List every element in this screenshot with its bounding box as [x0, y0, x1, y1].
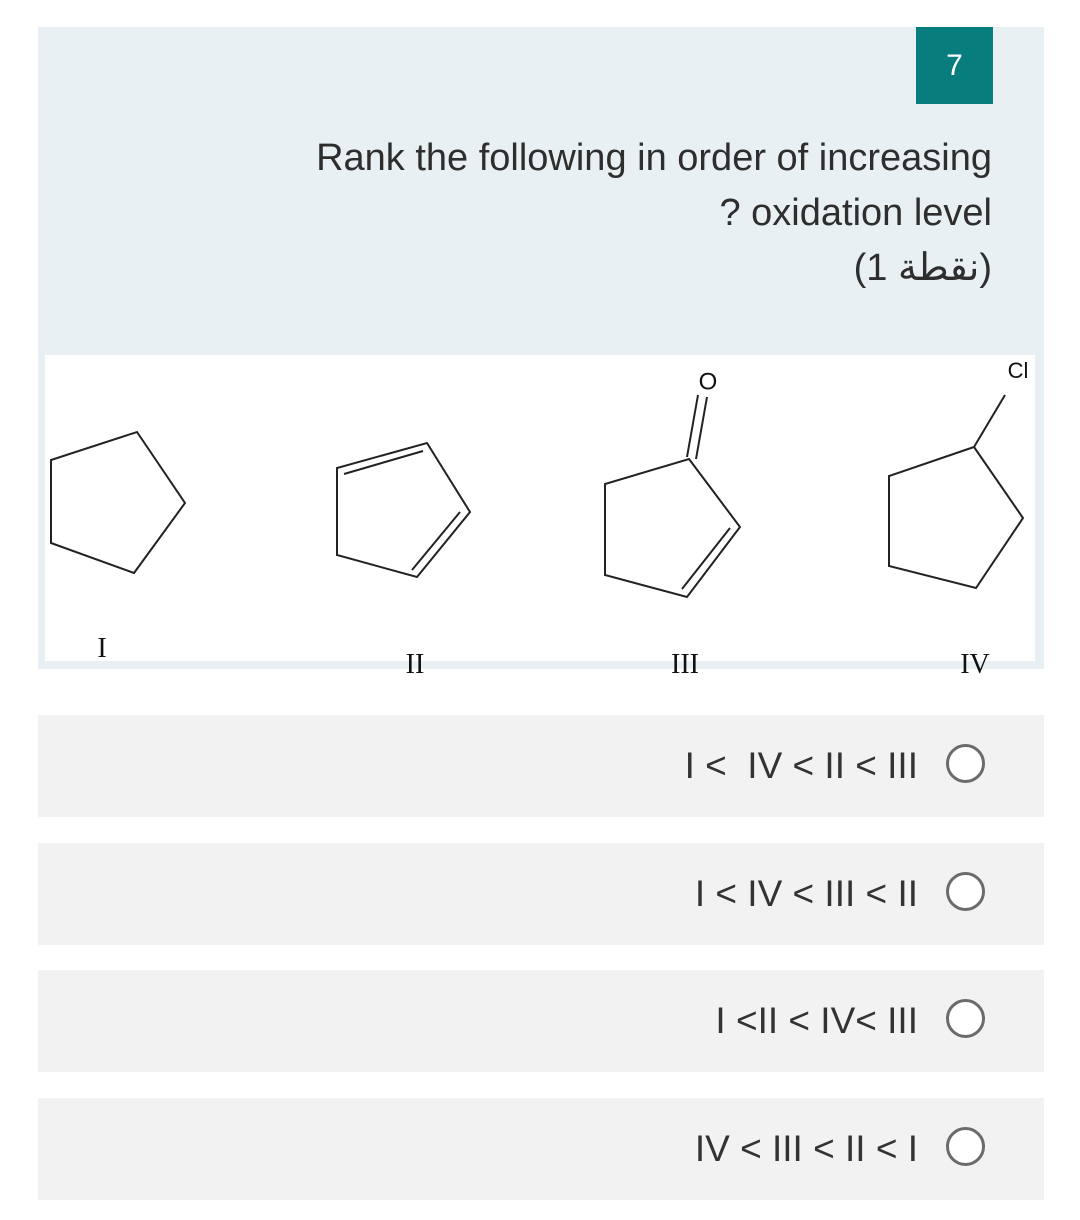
answer-option-3[interactable]	[38, 970, 1044, 1072]
question-image	[45, 355, 1035, 680]
option-label: I <II < IV< III	[715, 1000, 918, 1041]
chlorine-atom: Cl	[1007, 357, 1029, 383]
answer-option-1[interactable]	[38, 715, 1044, 817]
oxygen-atom: O	[698, 368, 718, 396]
double-bond	[412, 512, 460, 570]
structure-label-i: I	[97, 633, 107, 664]
question-line-1: Rank the following in order of increasing	[316, 137, 992, 179]
structure-label-iv: IV	[960, 649, 990, 680]
question-line-2: ? oxidation level	[719, 192, 992, 234]
cyclopentane-ring	[51, 432, 185, 573]
answer-option-2[interactable]	[38, 843, 1044, 945]
chlorocyclopentane-ring	[889, 447, 1023, 588]
option-label: I < IV < II < III	[684, 745, 918, 786]
double-bond	[682, 528, 730, 589]
c-cl-bond	[974, 395, 1005, 447]
cyclopentadiene-ring	[337, 443, 470, 577]
question-number-badge: 7	[916, 27, 993, 104]
option-label: IV < III < II < I	[694, 1128, 918, 1169]
question-card	[38, 27, 1044, 680]
cyclopentenone-ring	[605, 459, 740, 597]
option-label: I < IV < III < II	[694, 873, 918, 914]
radio-button[interactable]	[946, 872, 985, 911]
structures-diagram	[45, 355, 1035, 680]
radio-button[interactable]	[946, 999, 985, 1038]
carbonyl-bond	[696, 397, 707, 459]
radio-button[interactable]	[946, 1127, 985, 1166]
carbonyl-bond	[687, 395, 698, 457]
answer-option-4[interactable]	[38, 1098, 1044, 1200]
structure-label-iii: III	[671, 649, 699, 680]
question-points: (1 نقطة)	[853, 247, 992, 289]
question-text	[92, 131, 992, 296]
structure-label-ii: II	[405, 649, 425, 680]
radio-button[interactable]	[946, 744, 985, 783]
